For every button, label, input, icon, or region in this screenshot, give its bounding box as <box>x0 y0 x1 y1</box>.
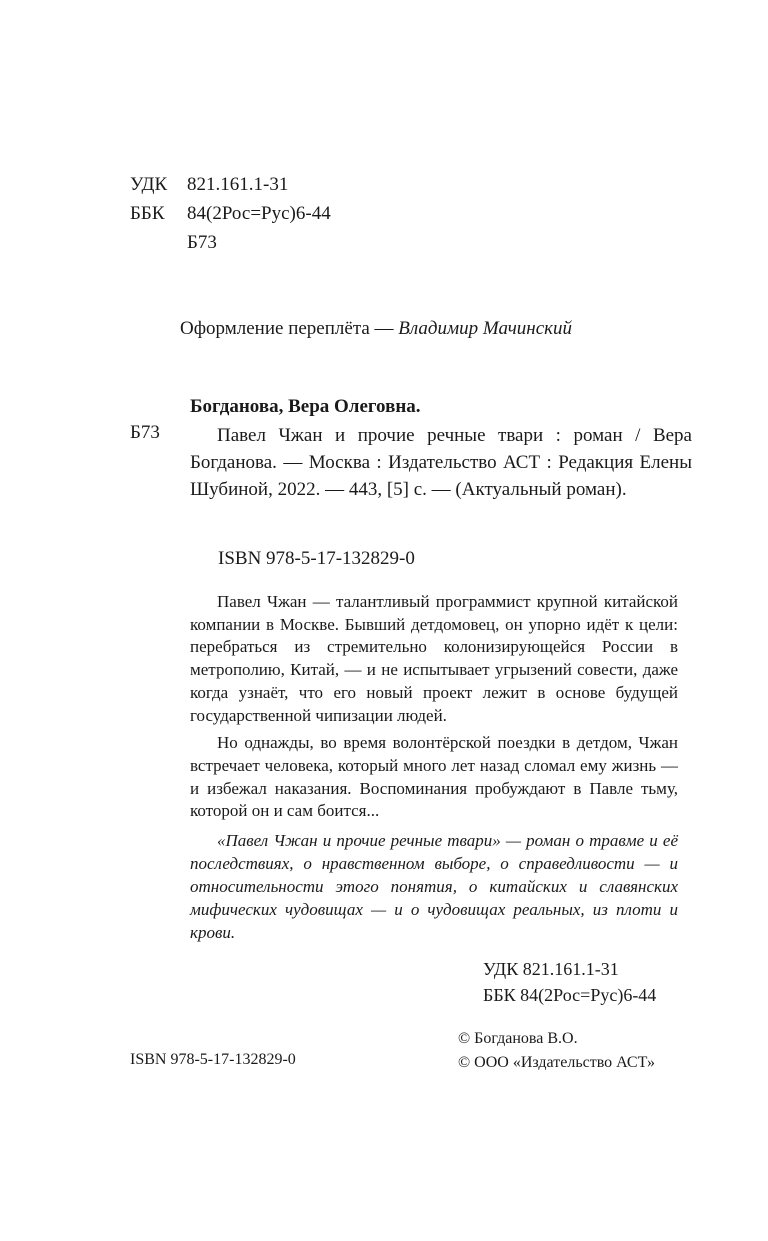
author-mark-row <box>130 228 331 257</box>
author-mark: Б73 <box>187 232 217 253</box>
classification-codes <box>130 170 331 257</box>
bbk-row <box>130 199 331 228</box>
bibliographic-code: Б73 <box>130 422 160 443</box>
bbk-label: ББК <box>130 203 165 224</box>
annotation-quote-text: «Павел Чжан и прочие речные твари» — роман о травме и её последствиях, о нравственном выборе, о справедливости — и относительности этого понятия, о китайских и славянских мифических чудовищах — и о чудовищах реальных, из плоти и крови. <box>190 831 678 942</box>
annotation-quote <box>190 829 678 944</box>
cover-designer-name: Владимир Мачинский <box>398 318 573 339</box>
isbn-footer: ISBN 978-5-17-132829-0 <box>130 1051 296 1068</box>
bbk-value: 84(2Рос=Рус)6-44 <box>187 203 331 224</box>
annotation-paragraph-2: Но однажды, во время волонтёрской поездки в детдом, Чжан встречает человека, который много лет назад сломал ему жизнь — и избежал наказания. Воспоминания пробуждают в Павле тьму, которой он и сам боится... <box>190 733 678 821</box>
cover-design-credit <box>180 318 572 340</box>
cover-design-label: Оформление переплёта — <box>180 318 399 339</box>
copyright-block <box>458 1027 655 1075</box>
isbn-main: ISBN 978-5-17-132829-0 <box>218 548 415 569</box>
udk-label: УДК <box>130 174 168 195</box>
udk-row <box>130 170 331 199</box>
footer-udk: УДК 821.161.1-31 <box>483 959 619 979</box>
footer-bbk: ББК 84(2Рос=Рус)6-44 <box>483 985 657 1005</box>
bibliographic-record-text: Павел Чжан и прочие речные твари : роман / Вера Богданова. — Москва : Издательство АСТ : Редакция Елены Шубиной, 2022. — 443, [5] с. — (Актуальный роман). <box>190 425 692 500</box>
annotation <box>190 591 678 828</box>
annotation-paragraph-1: Павел Чжан — талантливый программист крупной китайской компании в Москве. Бывший детдомовец, он упорно идёт к цели: перебраться из стремительно колонизирующейся России в метрополию, Китай, — и не испытывает угрызений совести, даже когда узнаёт, что его новый проект лежит в основе будущей государственной чипизации людей. <box>190 592 678 725</box>
copyright-publisher: © ООО «Издательство АСТ» <box>458 1054 655 1071</box>
footer-codes <box>483 956 656 1008</box>
udk-value: 821.161.1-31 <box>187 174 289 195</box>
bibliographic-author: Богданова, Вера Олеговна. <box>190 396 421 417</box>
copyright-author: © Богданова В.О. <box>458 1030 578 1047</box>
bibliographic-record <box>190 422 692 503</box>
